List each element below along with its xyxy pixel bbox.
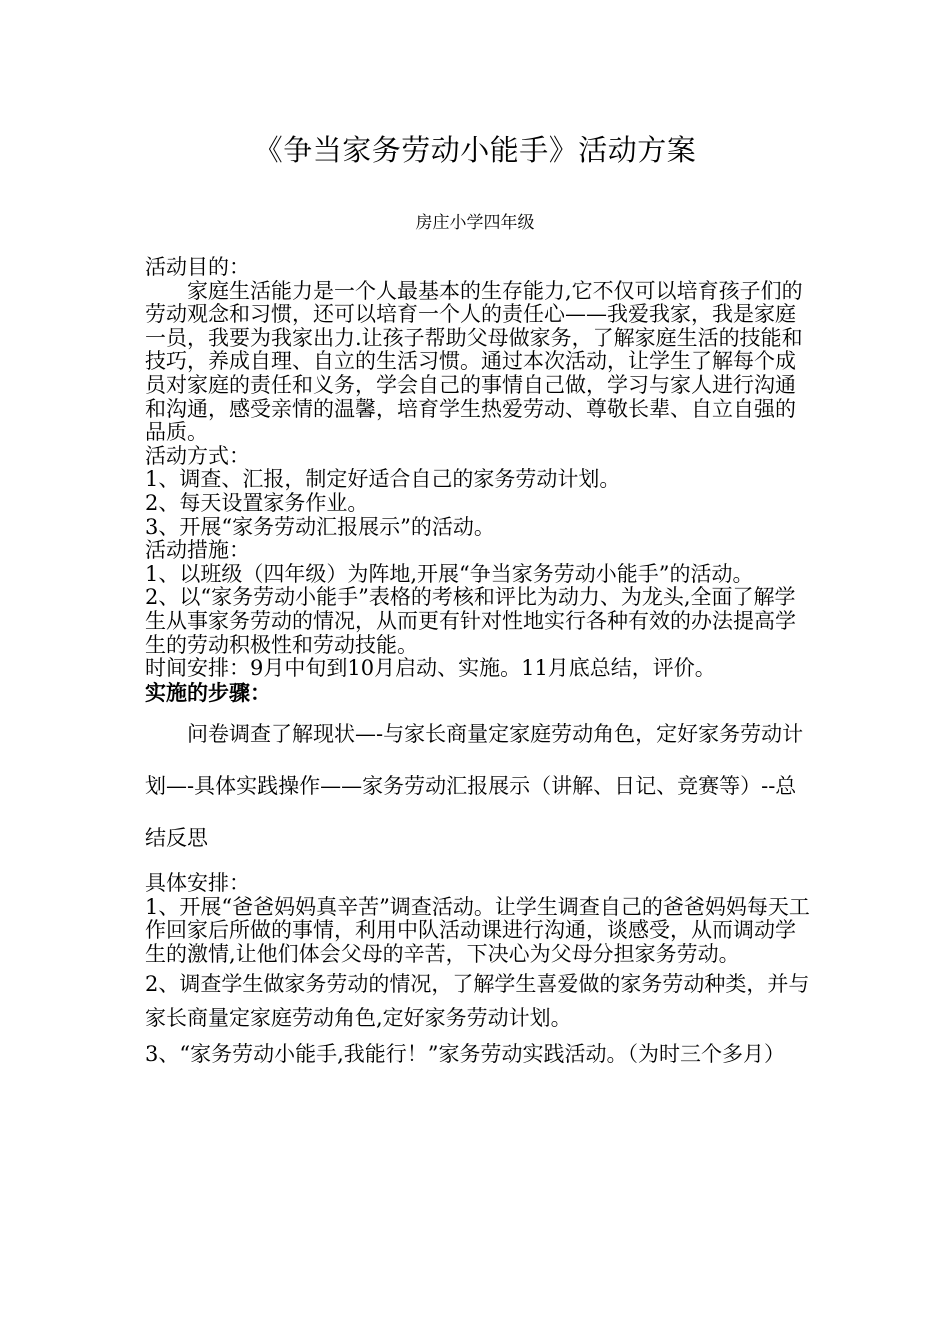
measures-item: 1、以班级（四年级）为阵地,开展“争当家务劳动小能手”的活动。 — [145, 561, 754, 586]
purpose-heading: 活动目的： — [145, 255, 250, 279]
arrangement-item: 2、调查学生做家务劳动的情况，了解学生喜爱做的家务劳动种类，并与家长商量定家庭劳动角色,定好家务劳动计划。 — [145, 971, 810, 1030]
method-heading: 活动方式： — [145, 443, 250, 468]
arrangement-item: 1、开展“爸爸妈妈真辛苦”调查活动。让学生调查自己的爸爸妈妈每天工作回家后所做的事情，利用中队活动课进行沟通，谈感受，从而调动学生的激情,让他们体会父母的辛苦，下决心为父母分担家务劳动。 — [145, 894, 810, 967]
document-subtitle: 房庄小学四年级 — [415, 213, 535, 233]
purpose-paragraph: 家庭生活能力是一个人最基本的生存能力,它不仅可以培育孩子们的劳动观念和习惯，还可以培育一个人的责任心——我爱我家，我是家庭一员，我要为我家出力.让孩子帮助父母做家务，了解家庭生活的技能和技巧，养成自理、自立的生活习惯。通过本次活动，让学生了解每个成员对家庭的责任和义务，学会自己的事情自己做，学习与家人进行沟通和沟通，感受亲情的温馨，培育学生热爱劳动、尊敬长辈、自立自强的品质。 — [145, 278, 803, 445]
method-item: 3、开展“家务劳动汇报展示”的活动。 — [145, 514, 495, 539]
method-item: 1、调查、汇报，制定好适合自己的家务劳动计划。 — [145, 467, 621, 492]
steps-paragraph: 问卷调查了解现状—-与家长商量定家庭劳动角色，定好家务劳动计划—-具体实践操作——家务劳动汇报展示（讲解、日记、竞赛等）--总结反思 — [145, 722, 804, 851]
schedule-line: 时间安排：9月中旬到10月启动、实施。11月底总结，评价。 — [145, 656, 716, 681]
document-title: 《争当家务劳动小能手》活动方案 — [253, 133, 697, 167]
document-body — [145, 256, 815, 1066]
arrangement-item: 3、“家务劳动小能手,我能行！”家务劳动实践活动。（为时三个多月） — [145, 1041, 786, 1066]
measures-heading: 活动措施： — [145, 538, 250, 563]
steps-heading: 实施的步骤： — [145, 679, 271, 705]
method-item: 2、每天设置家务作业。 — [145, 490, 369, 515]
measures-item: 2、以“家务劳动小能手”表格的考核和评比为动力、为龙头,全面了解学生从事家务劳动的情况，从而更有针对性地实行各种有效的办法提高学生的劳动积极性和劳动技能。 — [145, 585, 796, 657]
arrangement-heading: 具体安排： — [145, 871, 250, 896]
